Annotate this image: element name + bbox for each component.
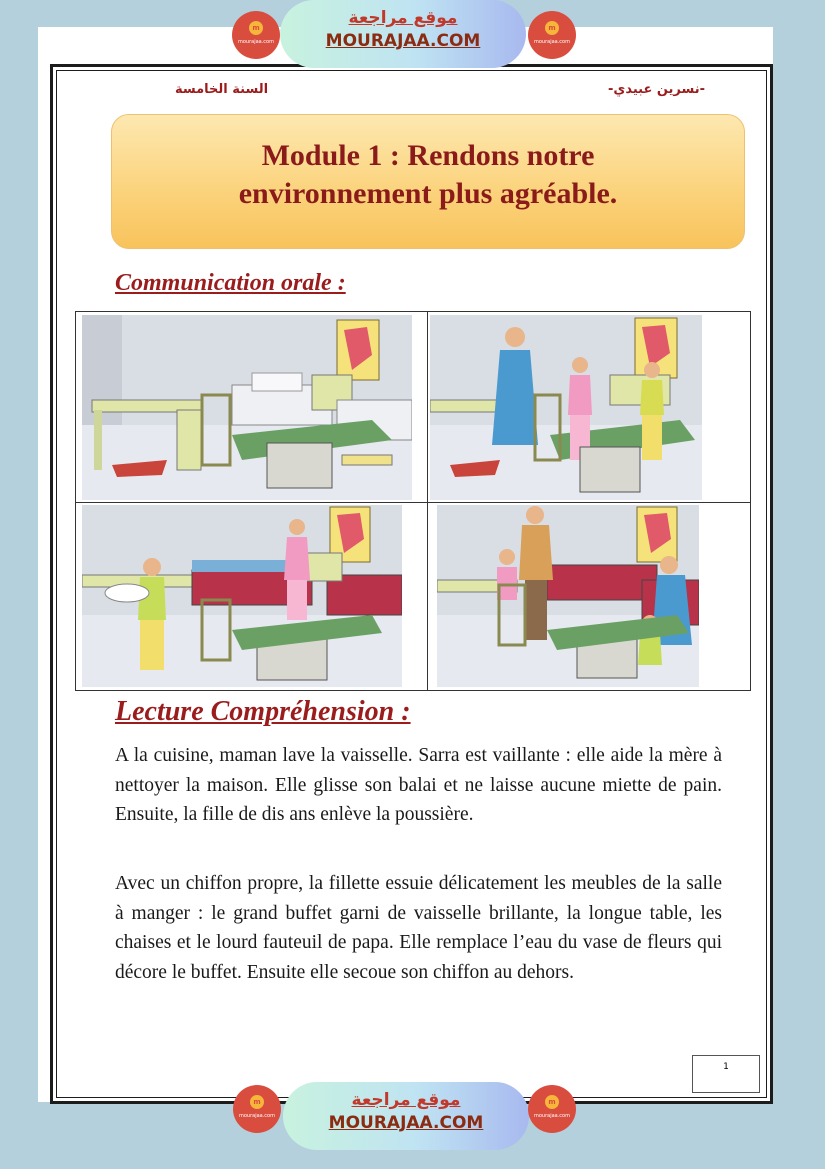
illustration-family-in-tidy-room <box>437 505 699 687</box>
grid-divider-horizontal <box>75 502 751 503</box>
page-number: 1 <box>723 1062 729 1072</box>
module-title-line1: Module 1 : Rendons notre <box>261 139 595 172</box>
logo-icon: m mourajaa.com <box>232 11 280 59</box>
logo-icon: m mourajaa.com <box>233 1085 281 1133</box>
watermark-banner-top[interactable] <box>280 0 526 68</box>
watermark-site: MOURAJAA.COM <box>328 1113 484 1133</box>
watermark-arabic: موقع مراجعة <box>348 8 458 28</box>
logo-icon: m mourajaa.com <box>528 11 576 59</box>
watermark-banner-bottom[interactable] <box>283 1082 529 1150</box>
illustration-mother-and-children <box>430 315 702 500</box>
watermark-arabic: موقع مراجعة <box>351 1090 461 1110</box>
illustration-children-tidying <box>82 505 402 687</box>
reading-paragraph-1: A la cuisine, maman lave la vaisselle. Sarra est vaillante : elle aide la mère à nettoyer la maison. Elle glisse son balai et ne laisse aucune miette de pain. Ensuite, la fille de dis ans enlève la poussière. <box>115 745 722 825</box>
section-heading-oral: Communication orale : <box>115 270 346 296</box>
section-heading-reading: Lecture Compréhension : <box>115 696 411 727</box>
module-title-box <box>111 114 745 249</box>
illustration-messy-bedroom <box>82 315 412 500</box>
grid-divider-vertical <box>427 311 428 691</box>
module-title-line2: environnement plus agréable. <box>238 177 618 210</box>
page-number-box <box>692 1055 760 1093</box>
watermark-site: MOURAJAA.COM <box>325 31 481 51</box>
grade-label: السنة الخامسة <box>175 82 269 97</box>
logo-icon: m mourajaa.com <box>528 1085 576 1133</box>
reading-paragraph-2: Avec un chiffon propre, la fillette essuie délicatement les meubles de la salle à manger : le grand buffet garni de vaisselle brillante, la longue table, les chaises et le lourd fauteuil de papa. Elle remplace l’eau du vase de fleurs qui décore le buffet. Ensuite elle secoue son chiffon au dehors. <box>115 873 722 983</box>
author-name: -نسرين عبيدي- <box>608 82 706 97</box>
